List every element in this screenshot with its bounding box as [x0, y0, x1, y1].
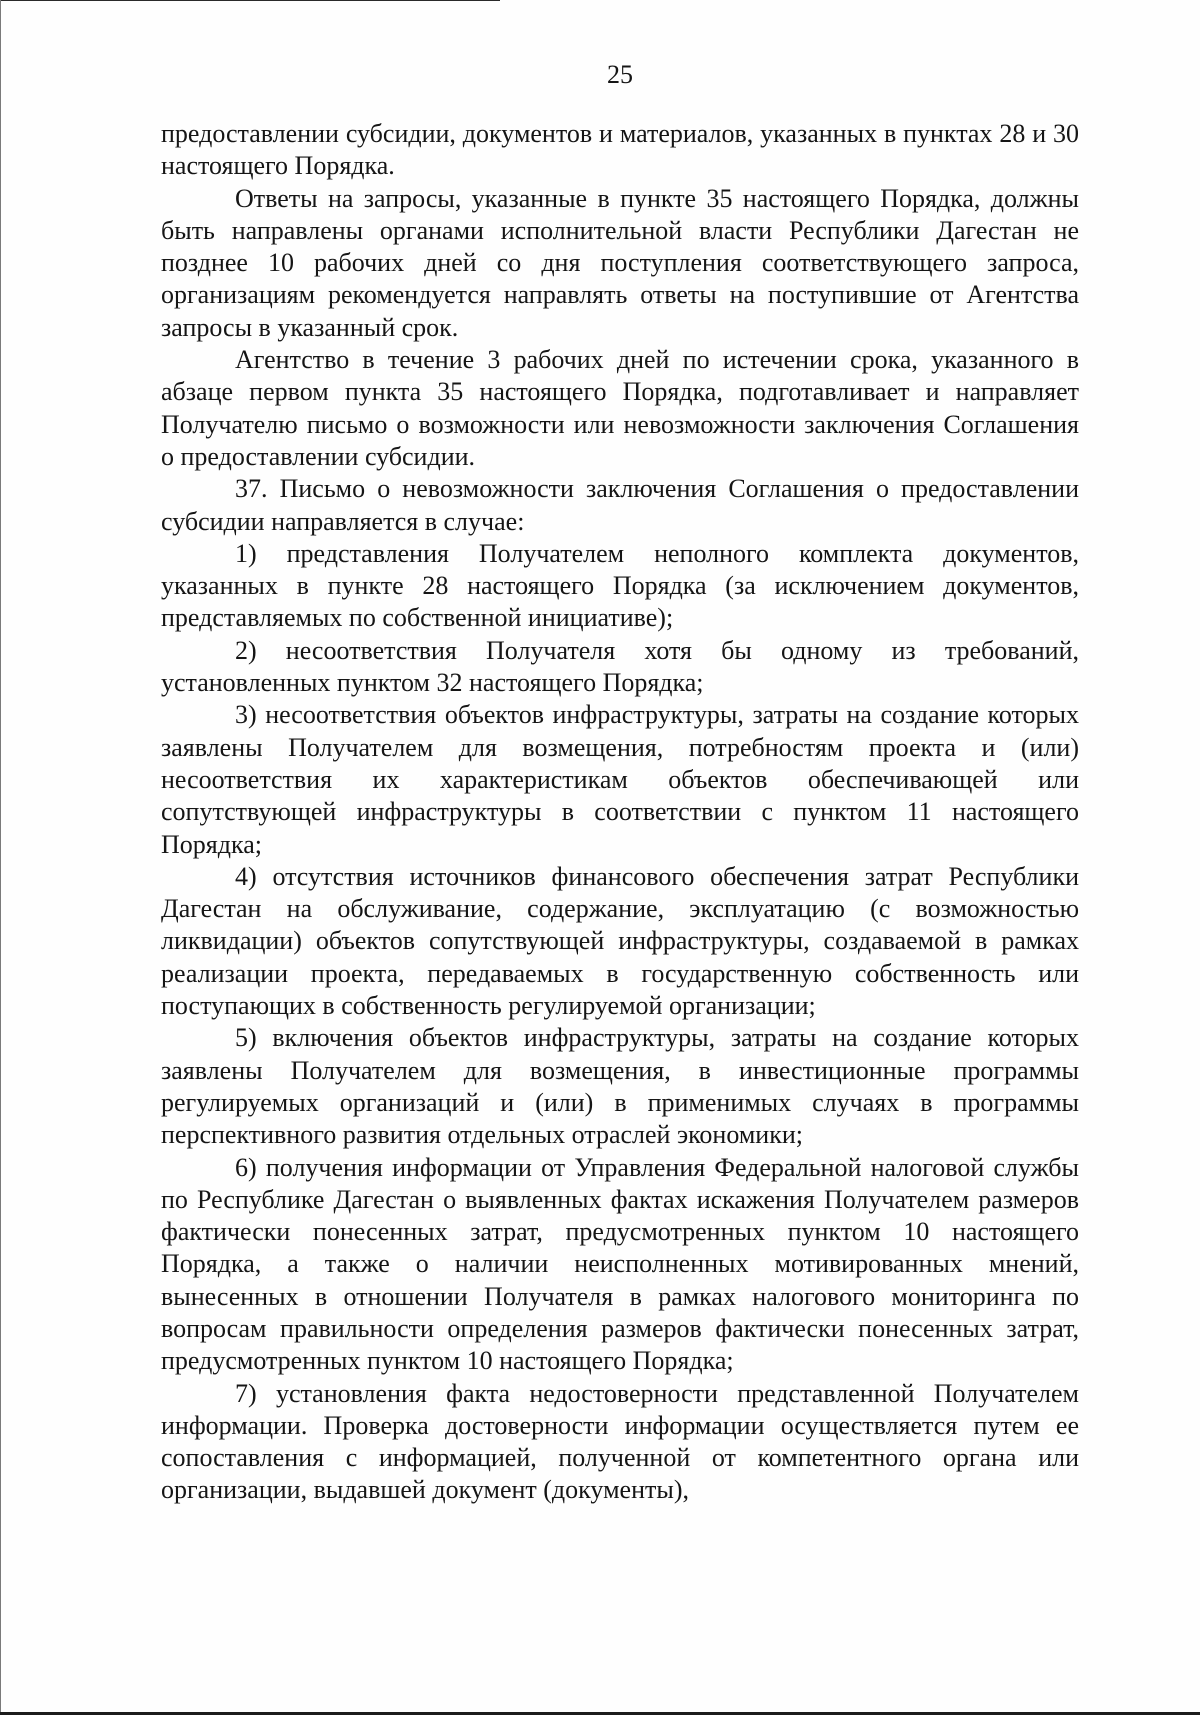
- paragraph: предоставлении субсидии, документов и материалов, указанных в пунктах 28 и 30 настоящего Порядка.: [161, 119, 1079, 181]
- paragraph: 37. Письмо о невозможности заключения Соглашения о предоставлении субсидии направляется в случае:: [161, 474, 1079, 536]
- body-text: [161, 118, 1079, 1507]
- scan-edge-top: [0, 0, 500, 1]
- list-item: 2) несоответствия Получателя хотя бы одному из требований, установленных пунктом 32 настоящего Порядка;: [161, 635, 1079, 698]
- paragraph: Ответы на запросы, указанные в пункте 35 настоящего Порядка, должны быть направлены органами исполнительной власти Республики Дагестан не позднее 10 рабочих дней со дня поступления соответствующего запроса, организациям рекомендуется направлять ответы на поступившие от Агентства запросы в указанный срок.: [161, 183, 1079, 342]
- paragraph: Агентство в течение 3 рабочих дней по истечении срока, указанного в абзаце первом пункта 35 настоящего Порядка, подготавливает и направляет Получателю письмо о возможности или невозможности заключения Соглашения о предоставлении субсидии.: [161, 345, 1079, 471]
- list-item: 7) установления факта недостоверности представленной Получателем информации. Проверка достоверности информации осуществляется путем ее сопоставления с информацией, полученной от компетентного органа или организации, выдавшей документ (документы),: [161, 1378, 1079, 1505]
- list-item: 4) отсутствия источников финансового обеспечения затрат Республики Дагестан на обслуживание, содержание, эксплуатацию (с возможностью ликвидации) объектов сопутствующей инфраструктуры, создаваемой в рамках реализации проекта, передаваемых в государственную собственность или поступающих в собственность регулируемой организации;: [161, 861, 1079, 1021]
- list-item: 3) несоответствия объектов инфраструктуры, затраты на создание которых заявлены Получателем для возмещения, потребностям проекта и (или) несоответствия их характеристикам объектов обеспечивающей или сопутствующей инфраструктуры в соответствии с пунктом 11 настоящего Порядка;: [161, 700, 1079, 859]
- scan-edge-left: [0, 0, 1, 1715]
- page-number: 25: [607, 60, 633, 89]
- list-item: 5) включения объектов инфраструктуры, затраты на создание которых заявлены Получателем для возмещения, в инвестиционные программы регулируемых организаций и (или) в применимых случаях в программы перспективного развития отдельных отраслей экономики;: [161, 1023, 1079, 1150]
- list-item: 1) представления Получателем неполного комплекта документов, указанных в пункте 28 настоящего Порядка (за исключением документов, представляемых по собственной инициативе);: [161, 538, 1079, 633]
- list-item: 6) получения информации от Управления Федеральной налоговой службы по Республике Дагестан о выявленных фактах искажения Получателем размеров фактически понесенных затрат, предусмотренных пунктом 10 настоящего Порядка, а также о наличии неисполненных мотивированных мнений, вынесенных в отношении Получателя в рамках налогового мониторинга по вопросам правильности определения размеров фактически понесенных затрат, предусмотренных пунктом 10 настоящего Порядка;: [161, 1152, 1079, 1376]
